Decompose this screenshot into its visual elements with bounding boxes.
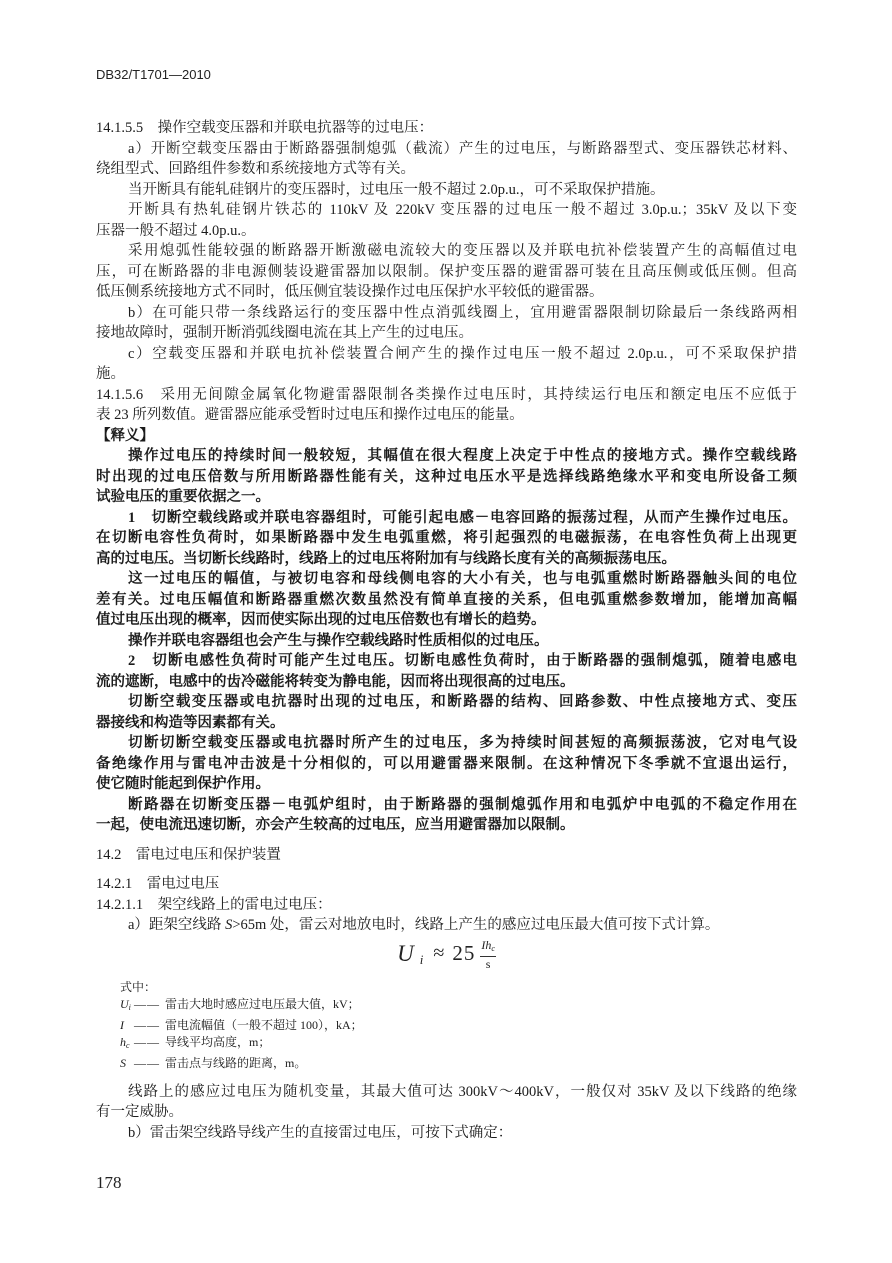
interp-p4-line-1: 操作并联电容器组也会产生与操作空载线路时性质相似的过电压。 [128, 632, 549, 649]
formula-numerator-subscript: c [491, 943, 495, 953]
interpretation-section [96, 426, 797, 836]
section-14-2 [96, 845, 797, 1143]
item-c-line-1: c）空载变压器和并联电抗补偿装置合闸产生的操作过电压一般不超过 2.0p.u.，可不采取保护措 [128, 345, 797, 362]
item-b-line-2: 接地故障时，强制开断消弧线圈电流在其上产生的过电压。 [96, 325, 473, 341]
variable-symbol [120, 996, 131, 1017]
interp-p5-line-1: 2 切断电感性负荷时可能产生过电压。切断电感性负荷时，由于断路器的强制熄弧，随着电感电 [128, 653, 797, 669]
arrester-line-1: 采用熄弧性能较强的断路器开断激磁电流较大的变压器以及并联电抗补偿装置产生的高幅值过电 [128, 243, 797, 259]
clause-14-2-1-1-heading: 14.2.1.1 架空线路上的雷电过电压： [96, 896, 332, 913]
interp-p3-line-1: 这一过电压的幅值，与被切电容和母线侧电容的大小有关，也与电弧重燃时断路器触头间的电位 [128, 571, 797, 587]
clause-14-1-5-6 [96, 385, 797, 426]
symbol-letter: S [120, 1055, 126, 1070]
interp-p1-line-2: 时出现的过电压倍数与所用断路器性能有关，这种过电压水平是选择线路绝缘水平和变电所设备工频 [96, 468, 797, 485]
interp-p6-line-1: 切断空载变压器或电抗器时出现的过电压，和断路器的结构、回路参数、中性点接地方式、变压 [128, 694, 797, 710]
clause-14-1-5-5-heading: 14.1.5.5 操作空载变压器和并联电抗器等的过电压： [96, 120, 434, 136]
interp-p2-line-1: 1 切断空载线路或并联电容器组时，可能引起电感－电容回路的振荡过程，从而产生操作过电压。 [128, 509, 797, 526]
item-a-line-2: 绕组型式、回路组件参数和系统接地方式等有关。 [96, 161, 415, 177]
item-a-text-after: >65m 处，雷云对地放电时，线路上产生的感应过电压最大值可按下式计算。 [232, 917, 720, 933]
symbol-letter: h [120, 1035, 126, 1049]
formula-lhs-variable: U [397, 940, 414, 966]
interp-p1-line-1: 操作过电压的持续时间一般较短，其幅值在很大程度上决定于中性点的接地方式。操作空载线路 [128, 448, 797, 464]
clause-14-1-5-5 [96, 118, 797, 385]
arrester-line-3: 低压侧系统接地方式不同时，低压侧宜装设操作过电压保护水平较低的避雷器。 [96, 284, 604, 300]
definition-dash: —— [134, 1017, 160, 1032]
interp-p1-line-3: 试验电压的重要依据之一。 [96, 489, 270, 505]
clause-14-1-5-6-line-1: 14.1.5.6 采用无间隙金属氧化物避雷器限制各类操作过电压时，其持续运行电压和额定电压不应低于 [96, 386, 797, 403]
interp-p8-line-2: 一起，使电流迅速切断，亦会产生较高的过电压，应当用避雷器加以限制。 [96, 817, 575, 833]
interp-p7-line-1: 切断切断空载变压器或电抗器时所产生的过电压，多为持续时间甚短的高频振荡波，它对电气设 [128, 735, 797, 751]
page-number: 178 [96, 1173, 122, 1192]
interp-p6-line-2: 器接线和构造等因素都有关。 [96, 714, 285, 731]
hot-rolled-line-1: 开断具有热轧硅钢片铁芯的 110kV 及 220kV 变压器的过电压一般不超过 3.0p.u.；35kV 及以下变 [128, 202, 797, 218]
document-code-header: DB32/T1701—2010 [96, 67, 211, 82]
symbol-subscript: i [128, 1003, 131, 1012]
lightning-item-a [96, 915, 797, 936]
formula-numerator-vars: Ih [481, 937, 492, 952]
clause-14-1-5-6-line-2: 表 23 所列数值。避雷器应能承受暂时过电压和操作过电压的能量。 [96, 407, 524, 423]
item-a-text-before: a）距架空线路 [128, 917, 226, 933]
definition-dash: —— [134, 1035, 160, 1049]
variable-description: 雷击点与线路的距离，m。 [165, 1055, 307, 1070]
interpretation-label: 【释义】 [96, 427, 154, 444]
variable-row [120, 1055, 797, 1073]
item-b-line-1: b）在可能只带一条线路运行的变压器中性点消弧线圈上，宜用避雷器限制切除最后一条线路两相 [128, 304, 797, 321]
distance-variable: S [225, 917, 233, 933]
interp-p7-line-2: 备绝缘作用与雷电冲击波是十分相似的，可以用避雷器来限制。在这种情况下冬季就不宜退出运行， [96, 755, 797, 772]
symbol-subscript: c [126, 1041, 130, 1050]
induced-overvoltage-formula [96, 936, 797, 972]
induced-overvoltage-note-line-1: 线路上的感应过电压为随机变量，其最大值可达 300kV～400kV，一般仅对 35kV 及以下线路的绝缘 [128, 1083, 797, 1100]
item-c-line-2: 施。 [96, 366, 125, 382]
symbol-letter: I [120, 1017, 124, 1032]
definition-dash: —— [134, 997, 160, 1011]
interp-p8-line-1: 断路器在切断变压器－电弧炉组时，由于断路器的强制熄弧作用和电弧炉中电弧的不稳定作用在 [128, 796, 797, 813]
page-body [96, 118, 797, 1143]
induced-overvoltage-note-line-2: 有一定威胁。 [96, 1104, 183, 1120]
formula-numerator [480, 939, 496, 957]
interp-p2-line-2: 在切断电容性负荷时，如果断路器中发生电弧重燃，将引起强烈的电磁振荡，在电容性负荷上出现更 [96, 530, 797, 546]
variable-row [120, 996, 797, 1017]
formula-approx-sign: ≈ [433, 942, 445, 964]
variable-definitions [96, 979, 797, 1073]
arrester-line-2: 压，可在断路器的非电源侧装设避雷器加以限制。保护变压器的避雷器可装在且高压侧或低压侧。但高 [96, 263, 797, 280]
interp-p3-line-2: 差有关。过电压幅值和断路器重燃次数虽然没有简单直接的关系，但电弧重燃参数增加，能增加高幅 [96, 591, 797, 608]
formula-coefficient: 25 [452, 941, 476, 965]
variable-symbol [120, 1034, 131, 1055]
definition-dash: —— [134, 1055, 160, 1070]
section-14-2-1-heading: 14.2.1 雷电过电压 [96, 876, 220, 892]
symbol-letter: U [120, 997, 129, 1011]
interp-p5-line-2: 流的遮断，电感中的齿冷磁能将转变为静电能，因而将出现很高的过电压。 [96, 673, 575, 690]
formula-lhs-subscript: i [419, 951, 424, 967]
hot-rolled-line-2: 压器一般不超过 4.0p.u.。 [96, 222, 256, 239]
cold-rolled-paragraph: 当开断具有能轧硅钢片的变压器时，过电压一般不超过 2.0p.u.，可不采取保护措施。 [128, 181, 665, 198]
interp-p7-line-3: 使它随时能起到保护作用。 [96, 776, 270, 792]
variable-symbol [120, 1055, 131, 1073]
interp-p2-line-3: 高的过电压。当切断长线路时，线路上的过电压将附加有与线路长度有关的高频振荡电压。 [96, 550, 676, 567]
variable-row [120, 1034, 797, 1055]
variable-description: 雷击大地时感应过电压最大值，kV； [165, 997, 360, 1011]
where-label: 式中： [120, 979, 157, 994]
lightning-item-b: b）雷击架空线路导线产生的直接雷过电压，可按下式确定： [128, 1124, 513, 1141]
variable-symbol [120, 1017, 131, 1035]
variable-description: 雷电流幅值（一般不超过 100），kA； [165, 1017, 363, 1032]
formula-fraction [480, 939, 496, 971]
variable-row [120, 1017, 797, 1035]
formula-denominator: s [485, 956, 491, 971]
interp-p3-line-3: 值过电压出现的概率，因而使实际出现的过电压倍数也有增长的趋势。 [96, 612, 546, 628]
variable-description: 导线平均高度，m； [165, 1035, 271, 1049]
section-14-2-heading: 14.2 雷电过电压和保护装置 [96, 847, 281, 863]
item-a-line-1: a）开断空载变压器由于断路器强制熄弧（截流）产生的过电压，与断路器型式、变压器铁芯材料、 [128, 140, 797, 157]
